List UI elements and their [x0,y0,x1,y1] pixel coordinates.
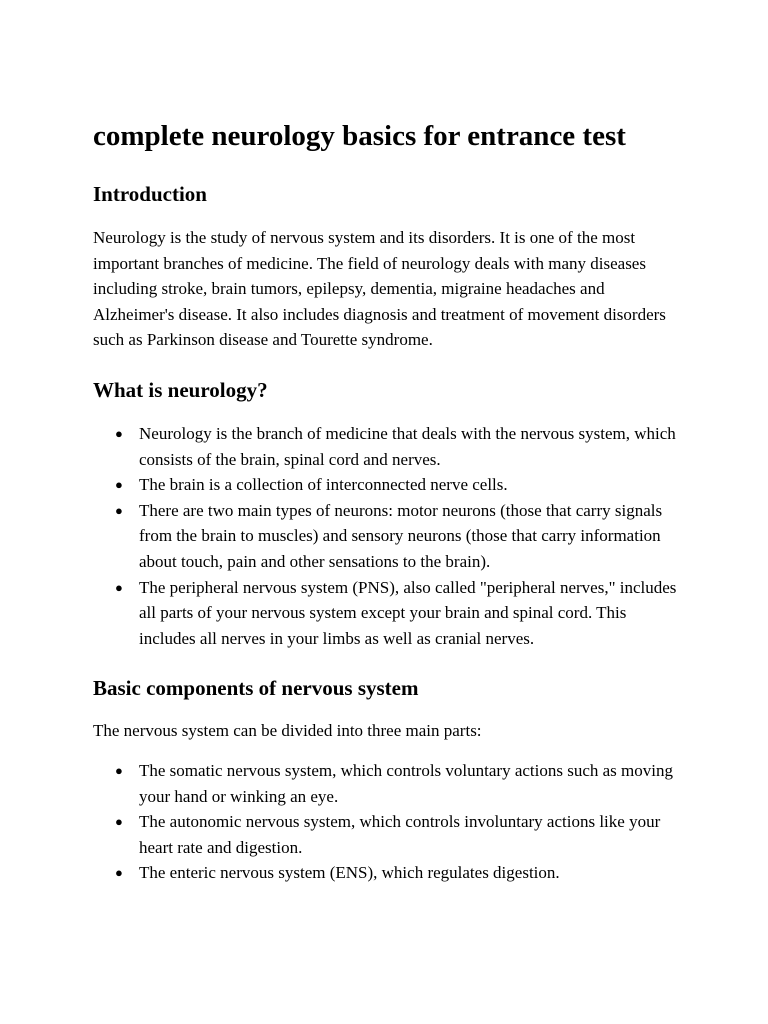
heading-basic-components: Basic components of nervous system [93,676,419,700]
list-item-text: The brain is a collection of interconnected nerve cells. [139,475,508,495]
list-item [93,472,683,498]
basic-components-intro: The nervous system can be divided into three main parts: [93,721,482,740]
bullet-icon: ● [115,426,123,441]
heading-introduction: Introduction [93,182,207,206]
list-item [93,421,683,472]
bullet-icon: ● [115,865,123,881]
list-item [93,809,683,860]
list-item-text: There are two main types of neurons: motor neurons (those that carry signals from the brain to muscles) and sensory neurons (those that carry information about touch, pain and other sensations to the brain). [139,500,663,571]
heading-what-is-neurology: What is neurology? [93,378,268,402]
bullet-icon: ● [115,477,123,493]
list-item-text: The peripheral nervous system (PNS), also called "peripheral nerves," includes all parts of your nervous system except your brain and spinal cord. This includes all nerves in your limbs as well as cranial nerves. [139,577,677,648]
bullet-icon: ● [115,579,123,595]
list-item-text: The somatic nervous system, which controls voluntary actions such as moving your hand or winking an eye. [139,761,673,806]
what-is-neurology-list [93,421,683,651]
introduction-paragraph: Neurology is the study of nervous system and its disorders. It is one of the most important branches of medicine. The field of neurology deals with many diseases including stroke, brain tumors, epilepsy, dementia, migraine headaches and Alzheimer's disease. It also includes diagnosis and treatment of movement disorders such as Parkinson disease and Tourette syndrome. [93,228,666,350]
list-item [93,575,683,652]
document-title: complete neurology basics for entrance test [93,120,626,152]
bullet-icon: ● [115,763,123,778]
basic-components-list [93,758,683,886]
bullet-icon: ● [115,502,123,518]
list-item [93,758,683,809]
bullet-icon: ● [115,814,123,830]
list-item-text: The autonomic nervous system, which controls involuntary actions like your heart rate and digestion. [139,812,661,857]
list-item-text: Neurology is the branch of medicine that deals with the nervous system, which consists of the brain, spinal cord and nerves. [139,424,676,469]
list-item [93,498,683,575]
list-item [93,860,683,886]
list-item-text: The enteric nervous system (ENS), which regulates digestion. [139,863,560,883]
